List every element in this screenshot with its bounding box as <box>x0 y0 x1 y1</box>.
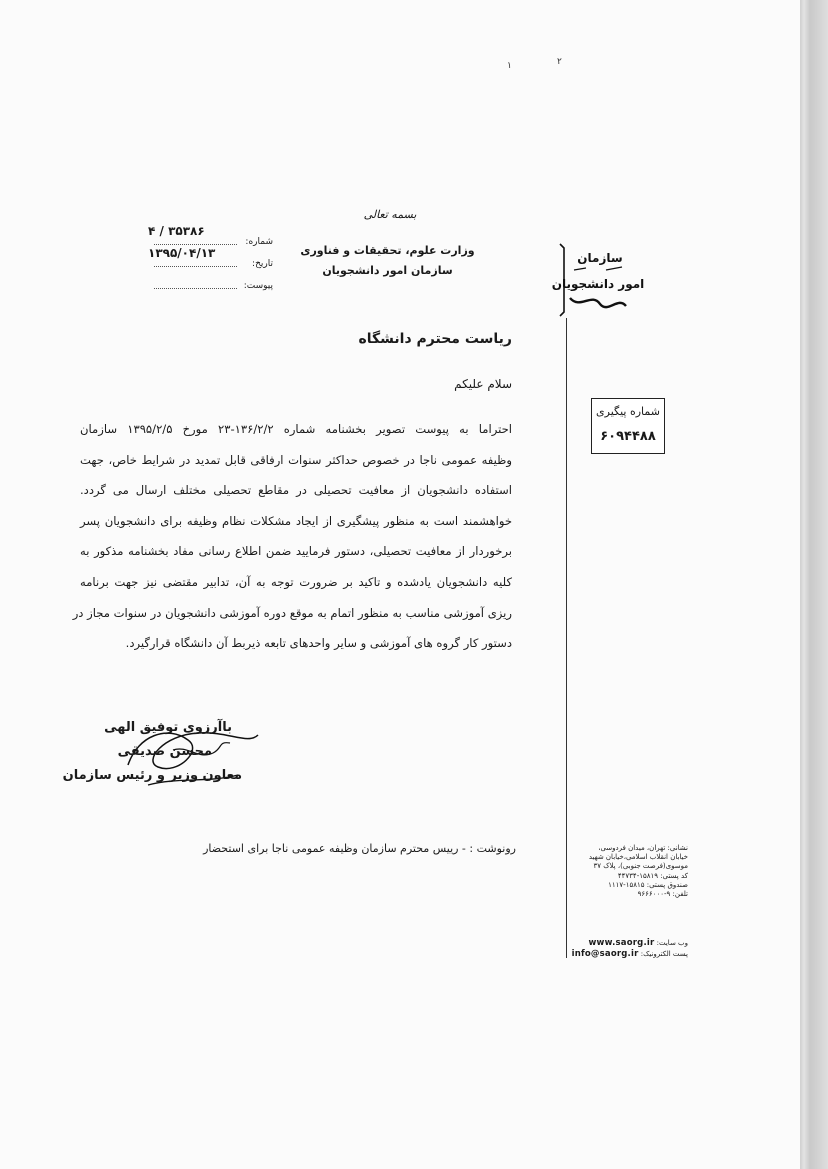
tracking-label: شماره پیگیری <box>596 405 660 418</box>
website-link[interactable]: www.saorg.ir <box>588 938 655 948</box>
signatory-name: محسن صدیقی <box>117 744 212 759</box>
top-mark-right: ۲ <box>557 57 562 67</box>
body-line: دستور کار گروه های آموزشی و سایر واحدهای تابعه ذیربط آن دانشگاه قرارگیرد. <box>125 636 512 651</box>
body-line: کلیه دانشجویان یادشده و تاکید بر ضرورت توجه به آن، تدابیر مقتضی نیز جهت برنامه <box>80 574 512 589</box>
ministry-name: وزارت علوم، تحقیقات و فناوری <box>300 244 475 257</box>
body-line: برخوردار از معافیت تحصیلی، دستور فرمایید ضمن اطلاع رسانی مفاد بخشنامه مذکور به <box>80 544 512 559</box>
email-link[interactable]: info@saorg.ir <box>571 949 639 959</box>
website-label: وب سایت: <box>656 939 688 947</box>
body-line: استفاده دانشجویان از معافیت تحصیلی در مقاطع تحصیلی مختلف ارسال می گردد. <box>80 483 512 498</box>
footer-address <box>568 844 688 899</box>
letter-date: ۱۳۹۵/۰۴/۱۳ <box>148 246 216 260</box>
number-label: شماره: <box>245 237 273 247</box>
body-line: خواهشمند است به منظور پیشگیری از ایجاد مشکلات نظام وظیفه برای دانشجویان پسر <box>80 513 512 528</box>
attachment-dots <box>154 288 237 289</box>
margin-rule <box>566 318 567 958</box>
logo-text-mid: امور دانشجویان <box>551 277 645 291</box>
body-line: احتراما به پیوست تصویر بخشنامه شماره ۱۳۶/۲/۲-۲۳ مورخ ۱۳۹۵/۲/۵ سازمان <box>80 422 512 436</box>
address-line: خیابان انقلاب اسلامی،خیابان شهید <box>588 853 688 862</box>
website-row <box>568 938 688 949</box>
bismillah: بسمه تعالی <box>363 208 417 221</box>
scan-page-edge <box>800 0 828 1169</box>
date-label: تاریخ: <box>252 259 273 269</box>
salutation: ریاست محترم دانشگاه <box>358 331 512 347</box>
footer-contact <box>568 938 688 960</box>
date-dots <box>154 266 237 267</box>
tracking-box <box>591 398 665 454</box>
number-dots <box>154 244 237 245</box>
email-row <box>568 949 688 960</box>
address-line: موسوی(فرصت جنوبی)، پلاک ۳۷ <box>593 862 688 871</box>
carbon-copy: رونوشت : - رییس محترم سازمان وظیفه عمومی ناجا برای استحضار <box>203 842 516 855</box>
signature-closing: باآرزوی توفیق الهی <box>104 720 232 735</box>
letter-number: ۴ / ۳۵۳۸۶ <box>148 224 205 238</box>
body-line: ریزی آموزشی مناسب به منظور اتمام به موقع دوره آموزشی دانشجویان در سنوات مجاز در <box>72 605 512 620</box>
logo-text-top: سازمان <box>577 251 623 265</box>
top-mark-left: ۱ <box>507 61 512 71</box>
letter-body <box>72 414 512 659</box>
organization-name: سازمان امور دانشجویان <box>322 264 453 277</box>
tracking-number: ۶۰۹۴۴۸۸ <box>600 429 656 444</box>
attachment-label: پیوست: <box>243 281 273 291</box>
body-line: وظیفه عمومی ناجا در خصوص حداکثر سنوات ارفاقی قابل تمدید در شرایط خاص، جهت <box>80 452 512 467</box>
date-row <box>148 246 273 272</box>
email-label: پست الکترونیک: <box>640 950 688 958</box>
address-line: صندوق پستی: ۱۵۸۱۵-۱۱۱۷ <box>608 880 688 889</box>
organization-logo <box>551 240 645 320</box>
attachment-row <box>148 280 273 294</box>
address-line: تلفن: ۹-۹۶۶۶۰۰۰ <box>637 890 688 899</box>
address-line: کد پستی: ۱۵۸۱۹-۴۴۷۳۴ <box>617 871 688 880</box>
address-line: نشانی: تهران، میدان فردوسی، <box>598 844 688 852</box>
signatory-title: معاون وزیر و رئیس سازمان <box>62 768 242 783</box>
greeting: سلام علیکم <box>454 377 512 391</box>
